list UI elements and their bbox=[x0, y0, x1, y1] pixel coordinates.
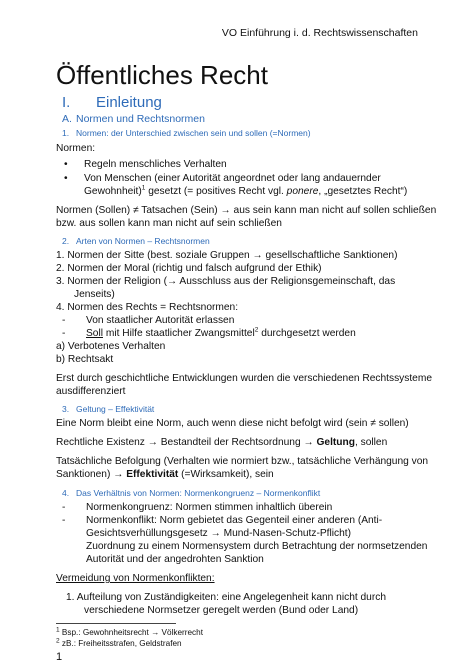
dash-item-continuation: Zuordnung zu einem Normensystem durch Betrachtung der normsetzenden bbox=[86, 541, 428, 552]
paragraph-normen-label: Normen: bbox=[56, 143, 96, 154]
subsubheading-geltung: 3. Geltung – Effektivität bbox=[62, 404, 155, 414]
paragraph-befolgung: Tatsächliche Befolgung (Verhalten wie normiert bzw., tatsächliche Verhängung von bbox=[56, 456, 429, 467]
paragraph-entwicklungen-cont: ausdifferenziert bbox=[56, 386, 126, 397]
dash-item-continuation: Autorität und der angedrohten Sanktion bbox=[86, 554, 264, 565]
footnote-separator bbox=[56, 623, 176, 624]
numbered-item: 2. Normen der Moral (richtig und falsch aufgrund der Ethik) bbox=[56, 263, 322, 274]
heading-number: I. bbox=[62, 94, 71, 111]
document-title: Öffentliches Recht bbox=[56, 60, 268, 90]
lettered-item: a) Verbotenes Verhalten bbox=[56, 341, 166, 352]
subsubheading-unterschied: 1. Normen: der Unterschied zwischen sein und sollen (=Normen) bbox=[62, 128, 311, 138]
bullet-item-continuation: Gewohnheit)$^1$ gesetzt (= positives Recht vgl. ponere, „gesetztes Recht“) bbox=[84, 184, 408, 197]
dash-item: - Normenkonflikt: Norm gebietet das Gegenteil einer anderen (Anti- bbox=[62, 515, 383, 526]
subsubheading-arten: 2. Arten von Normen – Rechtsnormen bbox=[62, 236, 210, 246]
numbered-item: 1. Aufteilung von Zuständigkeiten: eine Angelegenheit kann nicht durch bbox=[66, 592, 387, 603]
lettered-item: b) Rechtsakt bbox=[56, 354, 114, 365]
paragraph-entwicklungen: Erst durch geschichtliche Entwicklungen wurden die verschiedenen Rechtssysteme bbox=[56, 373, 432, 384]
numbered-item-continuation: verschiedene Normsetzer geregelt werden (Bund oder Land) bbox=[84, 605, 359, 616]
footnote-2: $^2$ zB.: Freiheitsstrafen, Geldstrafen bbox=[56, 637, 182, 648]
paragraph-befolgung-cont: Sanktionen) → Effektivität (=Wirksamkeit), sein bbox=[56, 469, 274, 480]
running-header: VO Einführung i. d. Rechtswissenschaften bbox=[221, 27, 418, 39]
paragraph-sein-sollen: Normen (Sollen) ≠ Tatsachen (Sein) → aus sein kann man nicht auf sollen schließen bbox=[56, 205, 437, 216]
paragraph-sein-sollen-cont: bzw. aus sollen kann man nicht auf sein schließen bbox=[56, 218, 282, 229]
heading-einleitung bbox=[62, 94, 162, 111]
numbered-item: 3. Normen der Religion (→ Ausschluss aus der Religionsgemeinschaft, das bbox=[56, 276, 396, 287]
heading-text: Einleitung bbox=[96, 94, 162, 111]
dash-item: - Von staatlicher Autorität erlassen bbox=[62, 315, 235, 326]
dash-item-continuation: Gesichtsverhüllungsgesetz → Mund-Nasen-Schutz-Pflicht) bbox=[86, 528, 351, 539]
page-number: 1 bbox=[56, 651, 63, 663]
numbered-item: 1. Normen der Sitte (best. soziale Gruppen → gesellschaftliche Sanktionen) bbox=[56, 250, 398, 261]
paragraph-vermeidung-heading: Vermeidung von Normenkonflikten: bbox=[56, 573, 215, 584]
dash-item: - Normenkongruenz: Normen stimmen inhaltlich überein bbox=[62, 502, 333, 513]
bullet-item: • Regeln menschliches Verhalten bbox=[64, 159, 227, 170]
subsubheading-verhaeltnis: 4. Das Verhältnis von Normen: Normenkongruenz – Normenkonflikt bbox=[62, 488, 321, 498]
paragraph-rechtliche-existenz: Rechtliche Existenz → Bestandteil der Rechtsordnung → Geltung, sollen bbox=[56, 437, 388, 448]
numbered-item: 4. Normen des Rechts = Rechtsnormen: bbox=[56, 302, 239, 313]
bullet-item: • Von Menschen (einer Autorität angeordnet oder lang andauernder bbox=[64, 173, 381, 184]
numbered-item-continuation: Jenseits) bbox=[74, 289, 115, 300]
dash-item: - Soll mit Hilfe staatlicher Zwangsmittel$^2$ durchgesetzt werden bbox=[62, 326, 356, 339]
paragraph-geltung: Eine Norm bleibt eine Norm, auch wenn diese nicht befolgt wird (sein ≠ sollen) bbox=[56, 418, 409, 429]
subheading-normen: A. Normen und Rechtsnormen bbox=[62, 113, 205, 125]
footnote-1: $^1$ Bsp.: Gewohnheitsrecht → Völkerrecht bbox=[56, 626, 203, 637]
